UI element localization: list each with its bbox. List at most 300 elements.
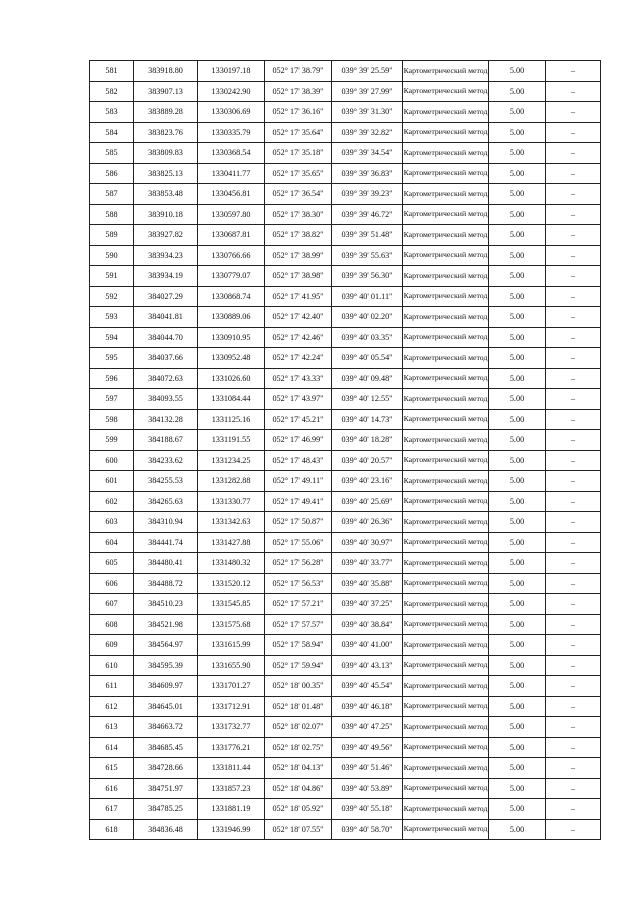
table-row <box>90 368 601 389</box>
point-number-cell: 615 <box>90 758 134 779</box>
table-row <box>90 553 601 574</box>
x-coordinate-cell: 384685.45 <box>134 737 198 758</box>
description-cell: – <box>546 409 601 430</box>
table-row <box>90 450 601 471</box>
table-row <box>90 204 601 225</box>
x-coordinate-cell: 384265.63 <box>134 491 198 512</box>
description-cell: – <box>546 737 601 758</box>
accuracy-cell: 5.00 <box>489 799 546 820</box>
longitude-cell: 039° 40' 55.18" <box>332 799 403 820</box>
description-cell: – <box>546 717 601 738</box>
table-row <box>90 389 601 410</box>
table-row <box>90 245 601 266</box>
longitude-cell: 039° 39' 36.83" <box>332 163 403 184</box>
x-coordinate-cell: 383910.18 <box>134 204 198 225</box>
accuracy-cell: 5.00 <box>489 286 546 307</box>
accuracy-cell: 5.00 <box>489 696 546 717</box>
longitude-cell: 039° 40' 26.36" <box>332 512 403 533</box>
accuracy-cell: 5.00 <box>489 225 546 246</box>
table-row <box>90 512 601 533</box>
longitude-cell: 039° 40' 05.54" <box>332 348 403 369</box>
point-number-cell: 606 <box>90 573 134 594</box>
longitude-cell: 039° 39' 32.82" <box>332 122 403 143</box>
table-row <box>90 348 601 369</box>
accuracy-cell: 5.00 <box>489 102 546 123</box>
method-cell: Картометрический метод <box>403 307 489 328</box>
latitude-cell: 052° 17' 57.21" <box>265 594 332 615</box>
longitude-cell: 039° 40' 01.11" <box>332 286 403 307</box>
x-coordinate-cell: 384488.72 <box>134 573 198 594</box>
method-cell: Картометрический метод <box>403 491 489 512</box>
longitude-cell: 039° 40' 14.73" <box>332 409 403 430</box>
y-coordinate-cell: 1331234.25 <box>198 450 265 471</box>
point-number-cell: 617 <box>90 799 134 820</box>
x-coordinate-cell: 384663.72 <box>134 717 198 738</box>
description-cell: – <box>546 655 601 676</box>
longitude-cell: 039° 40' 35.88" <box>332 573 403 594</box>
latitude-cell: 052° 17' 48.43" <box>265 450 332 471</box>
description-cell: – <box>546 266 601 287</box>
y-coordinate-cell: 1331712.91 <box>198 696 265 717</box>
coordinates-table <box>89 60 601 840</box>
description-cell: – <box>546 184 601 205</box>
latitude-cell: 052° 17' 46.99" <box>265 430 332 451</box>
x-coordinate-cell: 384441.74 <box>134 532 198 553</box>
point-number-cell: 597 <box>90 389 134 410</box>
description-cell: – <box>546 245 601 266</box>
method-cell: Картометрический метод <box>403 122 489 143</box>
y-coordinate-cell: 1331084.44 <box>198 389 265 410</box>
description-cell: – <box>546 819 601 840</box>
accuracy-cell: 5.00 <box>489 184 546 205</box>
method-cell: Картометрический метод <box>403 143 489 164</box>
table-row <box>90 122 601 143</box>
latitude-cell: 052° 17' 35.18" <box>265 143 332 164</box>
accuracy-cell: 5.00 <box>489 307 546 328</box>
table-row <box>90 676 601 697</box>
point-number-cell: 583 <box>90 102 134 123</box>
accuracy-cell: 5.00 <box>489 778 546 799</box>
description-cell: – <box>546 532 601 553</box>
point-number-cell: 610 <box>90 655 134 676</box>
x-coordinate-cell: 383934.19 <box>134 266 198 287</box>
description-cell: – <box>546 696 601 717</box>
latitude-cell: 052° 17' 49.41" <box>265 491 332 512</box>
x-coordinate-cell: 383927.82 <box>134 225 198 246</box>
y-coordinate-cell: 1331480.32 <box>198 553 265 574</box>
table-row <box>90 225 601 246</box>
x-coordinate-cell: 384072.63 <box>134 368 198 389</box>
x-coordinate-cell: 383823.76 <box>134 122 198 143</box>
method-cell: Картометрический метод <box>403 204 489 225</box>
y-coordinate-cell: 1331701.27 <box>198 676 265 697</box>
x-coordinate-cell: 384751.97 <box>134 778 198 799</box>
method-cell: Картометрический метод <box>403 594 489 615</box>
x-coordinate-cell: 383918.80 <box>134 61 198 82</box>
point-number-cell: 600 <box>90 450 134 471</box>
description-cell: – <box>546 799 601 820</box>
description-cell: – <box>546 286 601 307</box>
x-coordinate-cell: 384595.39 <box>134 655 198 676</box>
method-cell: Картометрический метод <box>403 163 489 184</box>
y-coordinate-cell: 1330597.80 <box>198 204 265 225</box>
x-coordinate-cell: 384836.48 <box>134 819 198 840</box>
point-number-cell: 618 <box>90 819 134 840</box>
latitude-cell: 052° 18' 04.86" <box>265 778 332 799</box>
table-row <box>90 758 601 779</box>
x-coordinate-cell: 384037.66 <box>134 348 198 369</box>
description-cell: – <box>546 122 601 143</box>
point-number-cell: 591 <box>90 266 134 287</box>
accuracy-cell: 5.00 <box>489 553 546 574</box>
description-cell: – <box>546 61 601 82</box>
x-coordinate-cell: 384564.97 <box>134 635 198 656</box>
method-cell: Картометрический метод <box>403 799 489 820</box>
y-coordinate-cell: 1331776.21 <box>198 737 265 758</box>
accuracy-cell: 5.00 <box>489 409 546 430</box>
accuracy-cell: 5.00 <box>489 163 546 184</box>
x-coordinate-cell: 383907.13 <box>134 81 198 102</box>
y-coordinate-cell: 1330335.79 <box>198 122 265 143</box>
description-cell: – <box>546 307 601 328</box>
method-cell: Картометрический метод <box>403 327 489 348</box>
latitude-cell: 052° 17' 35.65" <box>265 163 332 184</box>
accuracy-cell: 5.00 <box>489 491 546 512</box>
accuracy-cell: 5.00 <box>489 327 546 348</box>
description-cell: – <box>546 594 601 615</box>
description-cell: – <box>546 430 601 451</box>
method-cell: Картометрический метод <box>403 696 489 717</box>
point-number-cell: 595 <box>90 348 134 369</box>
point-number-cell: 601 <box>90 471 134 492</box>
accuracy-cell: 5.00 <box>489 471 546 492</box>
latitude-cell: 052° 17' 43.97" <box>265 389 332 410</box>
y-coordinate-cell: 1331427.88 <box>198 532 265 553</box>
description-cell: – <box>546 348 601 369</box>
point-number-cell: 604 <box>90 532 134 553</box>
description-cell: – <box>546 368 601 389</box>
method-cell: Картометрический метод <box>403 389 489 410</box>
x-coordinate-cell: 384093.55 <box>134 389 198 410</box>
table-row <box>90 102 601 123</box>
accuracy-cell: 5.00 <box>489 737 546 758</box>
longitude-cell: 039° 40' 49.56" <box>332 737 403 758</box>
x-coordinate-cell: 384233.62 <box>134 450 198 471</box>
method-cell: Картометрический метод <box>403 266 489 287</box>
y-coordinate-cell: 1331125.16 <box>198 409 265 430</box>
point-number-cell: 588 <box>90 204 134 225</box>
method-cell: Картометрический метод <box>403 471 489 492</box>
y-coordinate-cell: 1330910.95 <box>198 327 265 348</box>
longitude-cell: 039° 40' 46.18" <box>332 696 403 717</box>
x-coordinate-cell: 383809.83 <box>134 143 198 164</box>
latitude-cell: 052° 17' 36.16" <box>265 102 332 123</box>
point-number-cell: 598 <box>90 409 134 430</box>
description-cell: – <box>546 778 601 799</box>
x-coordinate-cell: 384044.70 <box>134 327 198 348</box>
method-cell: Картометрический метод <box>403 184 489 205</box>
latitude-cell: 052° 18' 01.48" <box>265 696 332 717</box>
x-coordinate-cell: 384785.25 <box>134 799 198 820</box>
method-cell: Картометрический метод <box>403 430 489 451</box>
accuracy-cell: 5.00 <box>489 266 546 287</box>
accuracy-cell: 5.00 <box>489 532 546 553</box>
point-number-cell: 590 <box>90 245 134 266</box>
longitude-cell: 039° 40' 43.13" <box>332 655 403 676</box>
accuracy-cell: 5.00 <box>489 81 546 102</box>
y-coordinate-cell: 1331545.85 <box>198 594 265 615</box>
longitude-cell: 039° 40' 51.46" <box>332 758 403 779</box>
x-coordinate-cell: 384609.97 <box>134 676 198 697</box>
y-coordinate-cell: 1331575.68 <box>198 614 265 635</box>
point-number-cell: 592 <box>90 286 134 307</box>
table-row <box>90 81 601 102</box>
y-coordinate-cell: 1331857.23 <box>198 778 265 799</box>
y-coordinate-cell: 1331732.77 <box>198 717 265 738</box>
point-number-cell: 612 <box>90 696 134 717</box>
longitude-cell: 039° 39' 34.54" <box>332 143 403 164</box>
y-coordinate-cell: 1330889.06 <box>198 307 265 328</box>
description-cell: – <box>546 471 601 492</box>
point-number-cell: 607 <box>90 594 134 615</box>
y-coordinate-cell: 1331330.77 <box>198 491 265 512</box>
latitude-cell: 052° 17' 50.87" <box>265 512 332 533</box>
point-number-cell: 605 <box>90 553 134 574</box>
description-cell: – <box>546 573 601 594</box>
method-cell: Картометрический метод <box>403 532 489 553</box>
y-coordinate-cell: 1331881.19 <box>198 799 265 820</box>
point-number-cell: 589 <box>90 225 134 246</box>
table-row <box>90 143 601 164</box>
table-row <box>90 655 601 676</box>
table-row <box>90 266 601 287</box>
accuracy-cell: 5.00 <box>489 512 546 533</box>
point-number-cell: 609 <box>90 635 134 656</box>
table-row <box>90 409 601 430</box>
point-number-cell: 581 <box>90 61 134 82</box>
longitude-cell: 039° 40' 09.48" <box>332 368 403 389</box>
table-row <box>90 819 601 840</box>
latitude-cell: 052° 17' 57.57" <box>265 614 332 635</box>
method-cell: Картометрический метод <box>403 553 489 574</box>
table-row <box>90 778 601 799</box>
longitude-cell: 039° 40' 33.77" <box>332 553 403 574</box>
description-cell: – <box>546 225 601 246</box>
accuracy-cell: 5.00 <box>489 368 546 389</box>
table-row <box>90 286 601 307</box>
accuracy-cell: 5.00 <box>489 819 546 840</box>
table-row <box>90 430 601 451</box>
x-coordinate-cell: 384310.94 <box>134 512 198 533</box>
description-cell: – <box>546 553 601 574</box>
description-cell: – <box>546 758 601 779</box>
longitude-cell: 039° 39' 46.72" <box>332 204 403 225</box>
latitude-cell: 052° 18' 07.55" <box>265 819 332 840</box>
method-cell: Картометрический метод <box>403 635 489 656</box>
method-cell: Картометрический метод <box>403 676 489 697</box>
y-coordinate-cell: 1330766.66 <box>198 245 265 266</box>
latitude-cell: 052° 17' 45.21" <box>265 409 332 430</box>
longitude-cell: 039° 39' 56.30" <box>332 266 403 287</box>
x-coordinate-cell: 384188.67 <box>134 430 198 451</box>
latitude-cell: 052° 17' 42.24" <box>265 348 332 369</box>
description-cell: – <box>546 327 601 348</box>
latitude-cell: 052° 17' 58.94" <box>265 635 332 656</box>
method-cell: Картометрический метод <box>403 614 489 635</box>
x-coordinate-cell: 383825.13 <box>134 163 198 184</box>
longitude-cell: 039° 40' 41.00" <box>332 635 403 656</box>
latitude-cell: 052° 17' 38.39" <box>265 81 332 102</box>
latitude-cell: 052° 18' 02.07" <box>265 717 332 738</box>
accuracy-cell: 5.00 <box>489 758 546 779</box>
y-coordinate-cell: 1331811.44 <box>198 758 265 779</box>
table-row <box>90 717 601 738</box>
longitude-cell: 039° 40' 47.25" <box>332 717 403 738</box>
longitude-cell: 039° 39' 55.63" <box>332 245 403 266</box>
description-cell: – <box>546 81 601 102</box>
method-cell: Картометрический метод <box>403 368 489 389</box>
x-coordinate-cell: 384510.23 <box>134 594 198 615</box>
accuracy-cell: 5.00 <box>489 594 546 615</box>
longitude-cell: 039° 40' 23.16" <box>332 471 403 492</box>
x-coordinate-cell: 384027.29 <box>134 286 198 307</box>
accuracy-cell: 5.00 <box>489 717 546 738</box>
x-coordinate-cell: 383853.48 <box>134 184 198 205</box>
table-row <box>90 184 601 205</box>
latitude-cell: 052° 17' 42.40" <box>265 307 332 328</box>
accuracy-cell: 5.00 <box>489 676 546 697</box>
description-cell: – <box>546 635 601 656</box>
accuracy-cell: 5.00 <box>489 61 546 82</box>
description-cell: – <box>546 102 601 123</box>
longitude-cell: 039° 39' 25.59" <box>332 61 403 82</box>
latitude-cell: 052° 17' 38.98" <box>265 266 332 287</box>
latitude-cell: 052° 17' 36.54" <box>265 184 332 205</box>
description-cell: – <box>546 204 601 225</box>
latitude-cell: 052° 17' 56.28" <box>265 553 332 574</box>
method-cell: Картометрический метод <box>403 717 489 738</box>
table-row <box>90 163 601 184</box>
point-number-cell: 603 <box>90 512 134 533</box>
latitude-cell: 052° 18' 04.13" <box>265 758 332 779</box>
x-coordinate-cell: 383889.28 <box>134 102 198 123</box>
y-coordinate-cell: 1330868.74 <box>198 286 265 307</box>
y-coordinate-cell: 1330242.90 <box>198 81 265 102</box>
y-coordinate-cell: 1330411.77 <box>198 163 265 184</box>
method-cell: Картометрический метод <box>403 655 489 676</box>
point-number-cell: 593 <box>90 307 134 328</box>
accuracy-cell: 5.00 <box>489 204 546 225</box>
method-cell: Картометрический метод <box>403 737 489 758</box>
y-coordinate-cell: 1331342.63 <box>198 512 265 533</box>
latitude-cell: 052° 17' 35.64" <box>265 122 332 143</box>
point-number-cell: 608 <box>90 614 134 635</box>
latitude-cell: 052° 17' 38.99" <box>265 245 332 266</box>
accuracy-cell: 5.00 <box>489 143 546 164</box>
description-cell: – <box>546 389 601 410</box>
table-row <box>90 532 601 553</box>
y-coordinate-cell: 1331282.88 <box>198 471 265 492</box>
method-cell: Картометрический метод <box>403 348 489 369</box>
longitude-cell: 039° 40' 37.25" <box>332 594 403 615</box>
latitude-cell: 052° 17' 59.94" <box>265 655 332 676</box>
method-cell: Картометрический метод <box>403 819 489 840</box>
coordinates-table-body <box>90 61 601 840</box>
table-row <box>90 327 601 348</box>
longitude-cell: 039° 39' 31.30" <box>332 102 403 123</box>
point-number-cell: 616 <box>90 778 134 799</box>
method-cell: Картометрический метод <box>403 778 489 799</box>
x-coordinate-cell: 384132.28 <box>134 409 198 430</box>
longitude-cell: 039° 40' 02.20" <box>332 307 403 328</box>
latitude-cell: 052° 17' 56.53" <box>265 573 332 594</box>
method-cell: Картометрический метод <box>403 512 489 533</box>
accuracy-cell: 5.00 <box>489 389 546 410</box>
longitude-cell: 039° 40' 58.70" <box>332 819 403 840</box>
point-number-cell: 587 <box>90 184 134 205</box>
method-cell: Картометрический метод <box>403 102 489 123</box>
point-number-cell: 599 <box>90 430 134 451</box>
accuracy-cell: 5.00 <box>489 635 546 656</box>
point-number-cell: 586 <box>90 163 134 184</box>
y-coordinate-cell: 1331026.60 <box>198 368 265 389</box>
point-number-cell: 614 <box>90 737 134 758</box>
y-coordinate-cell: 1330779.07 <box>198 266 265 287</box>
longitude-cell: 039° 40' 45.54" <box>332 676 403 697</box>
longitude-cell: 039° 40' 25.69" <box>332 491 403 512</box>
method-cell: Картометрический метод <box>403 225 489 246</box>
y-coordinate-cell: 1330197.18 <box>198 61 265 82</box>
longitude-cell: 039° 40' 12.55" <box>332 389 403 410</box>
x-coordinate-cell: 384480.41 <box>134 553 198 574</box>
method-cell: Картометрический метод <box>403 450 489 471</box>
latitude-cell: 052° 17' 41.95" <box>265 286 332 307</box>
point-number-cell: 582 <box>90 81 134 102</box>
point-number-cell: 613 <box>90 717 134 738</box>
latitude-cell: 052° 17' 43.33" <box>265 368 332 389</box>
point-number-cell: 602 <box>90 491 134 512</box>
longitude-cell: 039° 40' 30.97" <box>332 532 403 553</box>
point-number-cell: 585 <box>90 143 134 164</box>
longitude-cell: 039° 39' 51.48" <box>332 225 403 246</box>
y-coordinate-cell: 1331191.55 <box>198 430 265 451</box>
accuracy-cell: 5.00 <box>489 348 546 369</box>
latitude-cell: 052° 17' 38.79" <box>265 61 332 82</box>
method-cell: Картометрический метод <box>403 81 489 102</box>
latitude-cell: 052° 17' 42.46" <box>265 327 332 348</box>
description-cell: – <box>546 143 601 164</box>
point-number-cell: 594 <box>90 327 134 348</box>
x-coordinate-cell: 384728.66 <box>134 758 198 779</box>
longitude-cell: 039° 40' 38.84" <box>332 614 403 635</box>
y-coordinate-cell: 1330368.54 <box>198 143 265 164</box>
accuracy-cell: 5.00 <box>489 614 546 635</box>
method-cell: Картометрический метод <box>403 245 489 266</box>
description-cell: – <box>546 163 601 184</box>
point-number-cell: 584 <box>90 122 134 143</box>
y-coordinate-cell: 1330456.81 <box>198 184 265 205</box>
latitude-cell: 052° 17' 49.11" <box>265 471 332 492</box>
method-cell: Картометрический метод <box>403 286 489 307</box>
y-coordinate-cell: 1331520.12 <box>198 573 265 594</box>
y-coordinate-cell: 1330687.81 <box>198 225 265 246</box>
x-coordinate-cell: 384645.01 <box>134 696 198 717</box>
latitude-cell: 052° 17' 38.82" <box>265 225 332 246</box>
y-coordinate-cell: 1331946.99 <box>198 819 265 840</box>
y-coordinate-cell: 1330952.48 <box>198 348 265 369</box>
accuracy-cell: 5.00 <box>489 245 546 266</box>
description-cell: – <box>546 450 601 471</box>
